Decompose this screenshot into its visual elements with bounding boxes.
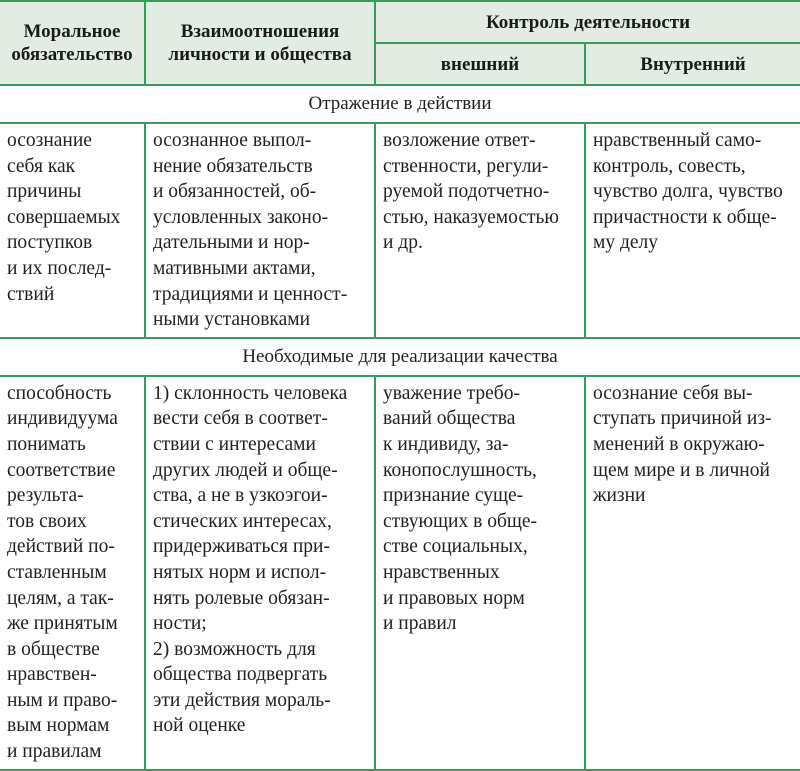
table-row — [0, 376, 800, 770]
cell-relationships: осознанное выпол- нение обязательств и обязанностей, об- условленных законо- дательными и нор- мативными актами, традициями и ценност- ными установками — [145, 123, 375, 338]
cell-moral-obligation: способность индивидуума понимать соответствие результа- тов своих действий по- ставленным целям, а так- же принятым в обществе нравствен- ным и право- вым нормам и правилам — [0, 376, 145, 770]
cell-external-control: уважение требо- ваний общества к индивиду, за- конопослушность, признание суще- ствующих в обще- стве социальных, нравственных и правовых норм и правил — [375, 376, 585, 770]
cell-internal-control: нравственный само- контроль, совесть, чувство долга, чувство причастности к обще- му делу — [585, 123, 800, 338]
cell-relationships: 1) склонность человека вести себя в соответ- ствии с интересами других людей и обще- ства, а не в узкоэгои- стических интересах, придерживаться при- нятых норм и испол- нять ролевые обязан- ности; 2) возможность для общества подвергать эти действия мораль- ной оценке — [145, 376, 375, 770]
header-moral-obligation: Моральное обязательство — [0, 1, 145, 85]
header-internal: Внутренний — [585, 43, 800, 85]
cell-external-control: возложение ответ- ственности, регули- руемой подотчетно- стью, наказуемостью и др. — [375, 123, 585, 338]
header-relationships: Взаимоотношения личности и общества — [145, 1, 375, 85]
cell-moral-obligation: осознание себя как причины совершаемых поступков и их послед- ствий — [0, 123, 145, 338]
cell-internal-control: осознание себя вы- ступать причиной из- менений в окружаю- щем мире и в личной жизни — [585, 376, 800, 770]
section-row — [0, 85, 800, 123]
section-title-required-qualities: Необходимые для реализации качества — [0, 338, 800, 376]
table-header — [0, 1, 800, 85]
section-title-reflection: Отражение в действии — [0, 85, 800, 123]
header-activity-control: Контроль деятельности — [375, 1, 800, 43]
section-row — [0, 338, 800, 376]
table-row — [0, 123, 800, 338]
header-external: внешний — [375, 43, 585, 85]
